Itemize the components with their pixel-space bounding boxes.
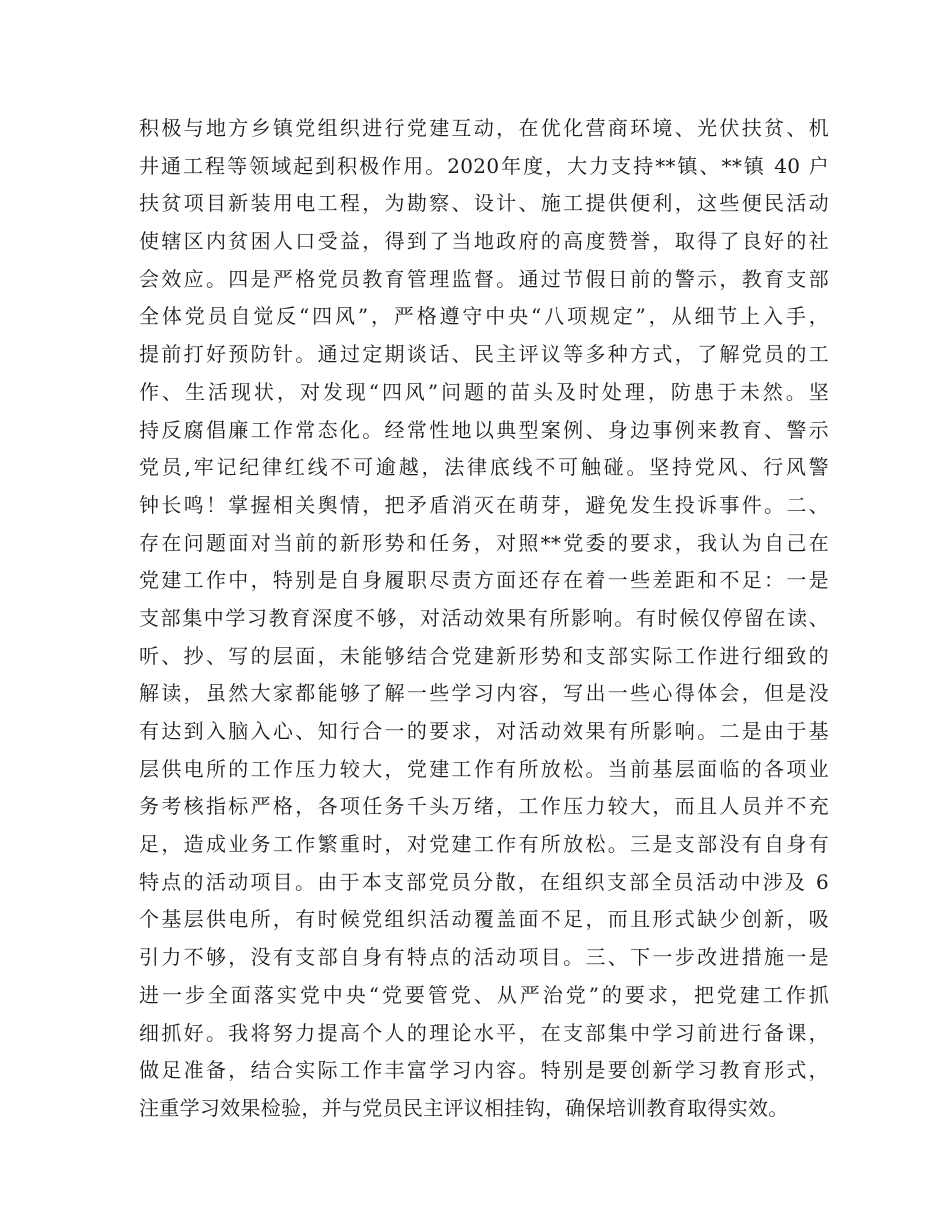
text-line: 会效应。四是严格党员教育管理监督。通过节假日前的警示，教育支部: [139, 266, 829, 291]
text-line: 全体党员自觉反“四风”，严格遵守中央“八项规定”，从细节上入手，: [139, 304, 829, 329]
text-line: 个基层供电所，有时候党组织活动覆盖面不足，而且形式缺少创新，吸: [139, 907, 829, 932]
text-line: 务考核指标严格，各项任务千头万绪，工作压力较大，而且人员并不充: [139, 794, 829, 819]
text-line: 做足准备，结合实际工作丰富学习内容。特别是要创新学习教育形式，: [139, 1058, 829, 1083]
text-line: 使辖区内贫困人口受益，得到了当地政府的高度赞誉，取得了良好的社: [139, 229, 829, 254]
text-line: 层供电所的工作压力较大，党建工作有所放松。当前基层面临的各项业: [139, 756, 829, 781]
text-line: 引力不够，没有支部自身有特点的活动项目。三、下一步改进措施一是: [139, 945, 829, 970]
text-line: 注重学习效果检验，并与党员民主评议相挂钩，确保培训教育取得实效。: [139, 1095, 789, 1120]
text-line: 特点的活动项目。由于本支部党员分散，在组织支部全员活动中涉及 6: [139, 869, 829, 894]
text-line: 井通工程等领域起到积极作用。2020年度，大力支持**镇、**镇 40 户: [139, 153, 829, 178]
text-line: 解读，虽然大家都能够了解一些学习内容，写出一些心得体会，但是没: [139, 681, 829, 706]
text-line: 进一步全面落实党中央“党要管党、从严治党”的要求，把党建工作抓: [139, 982, 829, 1007]
text-line: 提前打好预防针。通过定期谈话、民主评议等多种方式，了解党员的工: [139, 342, 829, 367]
text-line: 积极与地方乡镇党组织进行党建互动，在优化营商环境、光伏扶贫、机: [139, 116, 829, 140]
text-line: 存在问题面对当前的新形势和任务，对照**党委的要求，我认为自己在: [139, 530, 829, 555]
body-text: [139, 110, 829, 1128]
text-line: 听、抄、写的层面，未能够结合党建新形势和支部实际工作进行细致的: [139, 643, 829, 668]
text-line: 作、生活现状，对发现“四风”问题的苗头及时处理，防患于未然。坚: [139, 379, 829, 404]
text-line: 细抓好。我将努力提高个人的理论水平，在支部集中学习前进行备课，: [139, 1020, 829, 1045]
text-line: 钟长鸣！掌握相关舆情，把矛盾消灭在萌芽，避免发生投诉事件。二、: [139, 492, 829, 517]
text-line: 有达到入脑入心、知行合一的要求，对活动效果有所影响。二是由于基: [139, 719, 829, 743]
text-line: 党员,牢记纪律红线不可逾越，法律底线不可触碰。坚持党风、行风警: [139, 455, 829, 480]
text-line: 持反腐倡廉工作常态化。经常性地以典型案例、身边事例来教育、警示: [139, 417, 829, 442]
text-line: 扶贫项目新装用电工程，为勘察、设计、施工提供便利，这些便民活动: [139, 191, 829, 216]
text-line: 支部集中学习教育深度不够，对活动效果有所影响。有时候仅停留在读、: [139, 605, 829, 630]
text-line: 党建工作中，特别是自身履职尽责方面还存在着一些差距和不足：一是: [139, 568, 829, 593]
text-line: 足，造成业务工作繁重时，对党建工作有所放松。三是支部没有自身有: [139, 832, 829, 857]
